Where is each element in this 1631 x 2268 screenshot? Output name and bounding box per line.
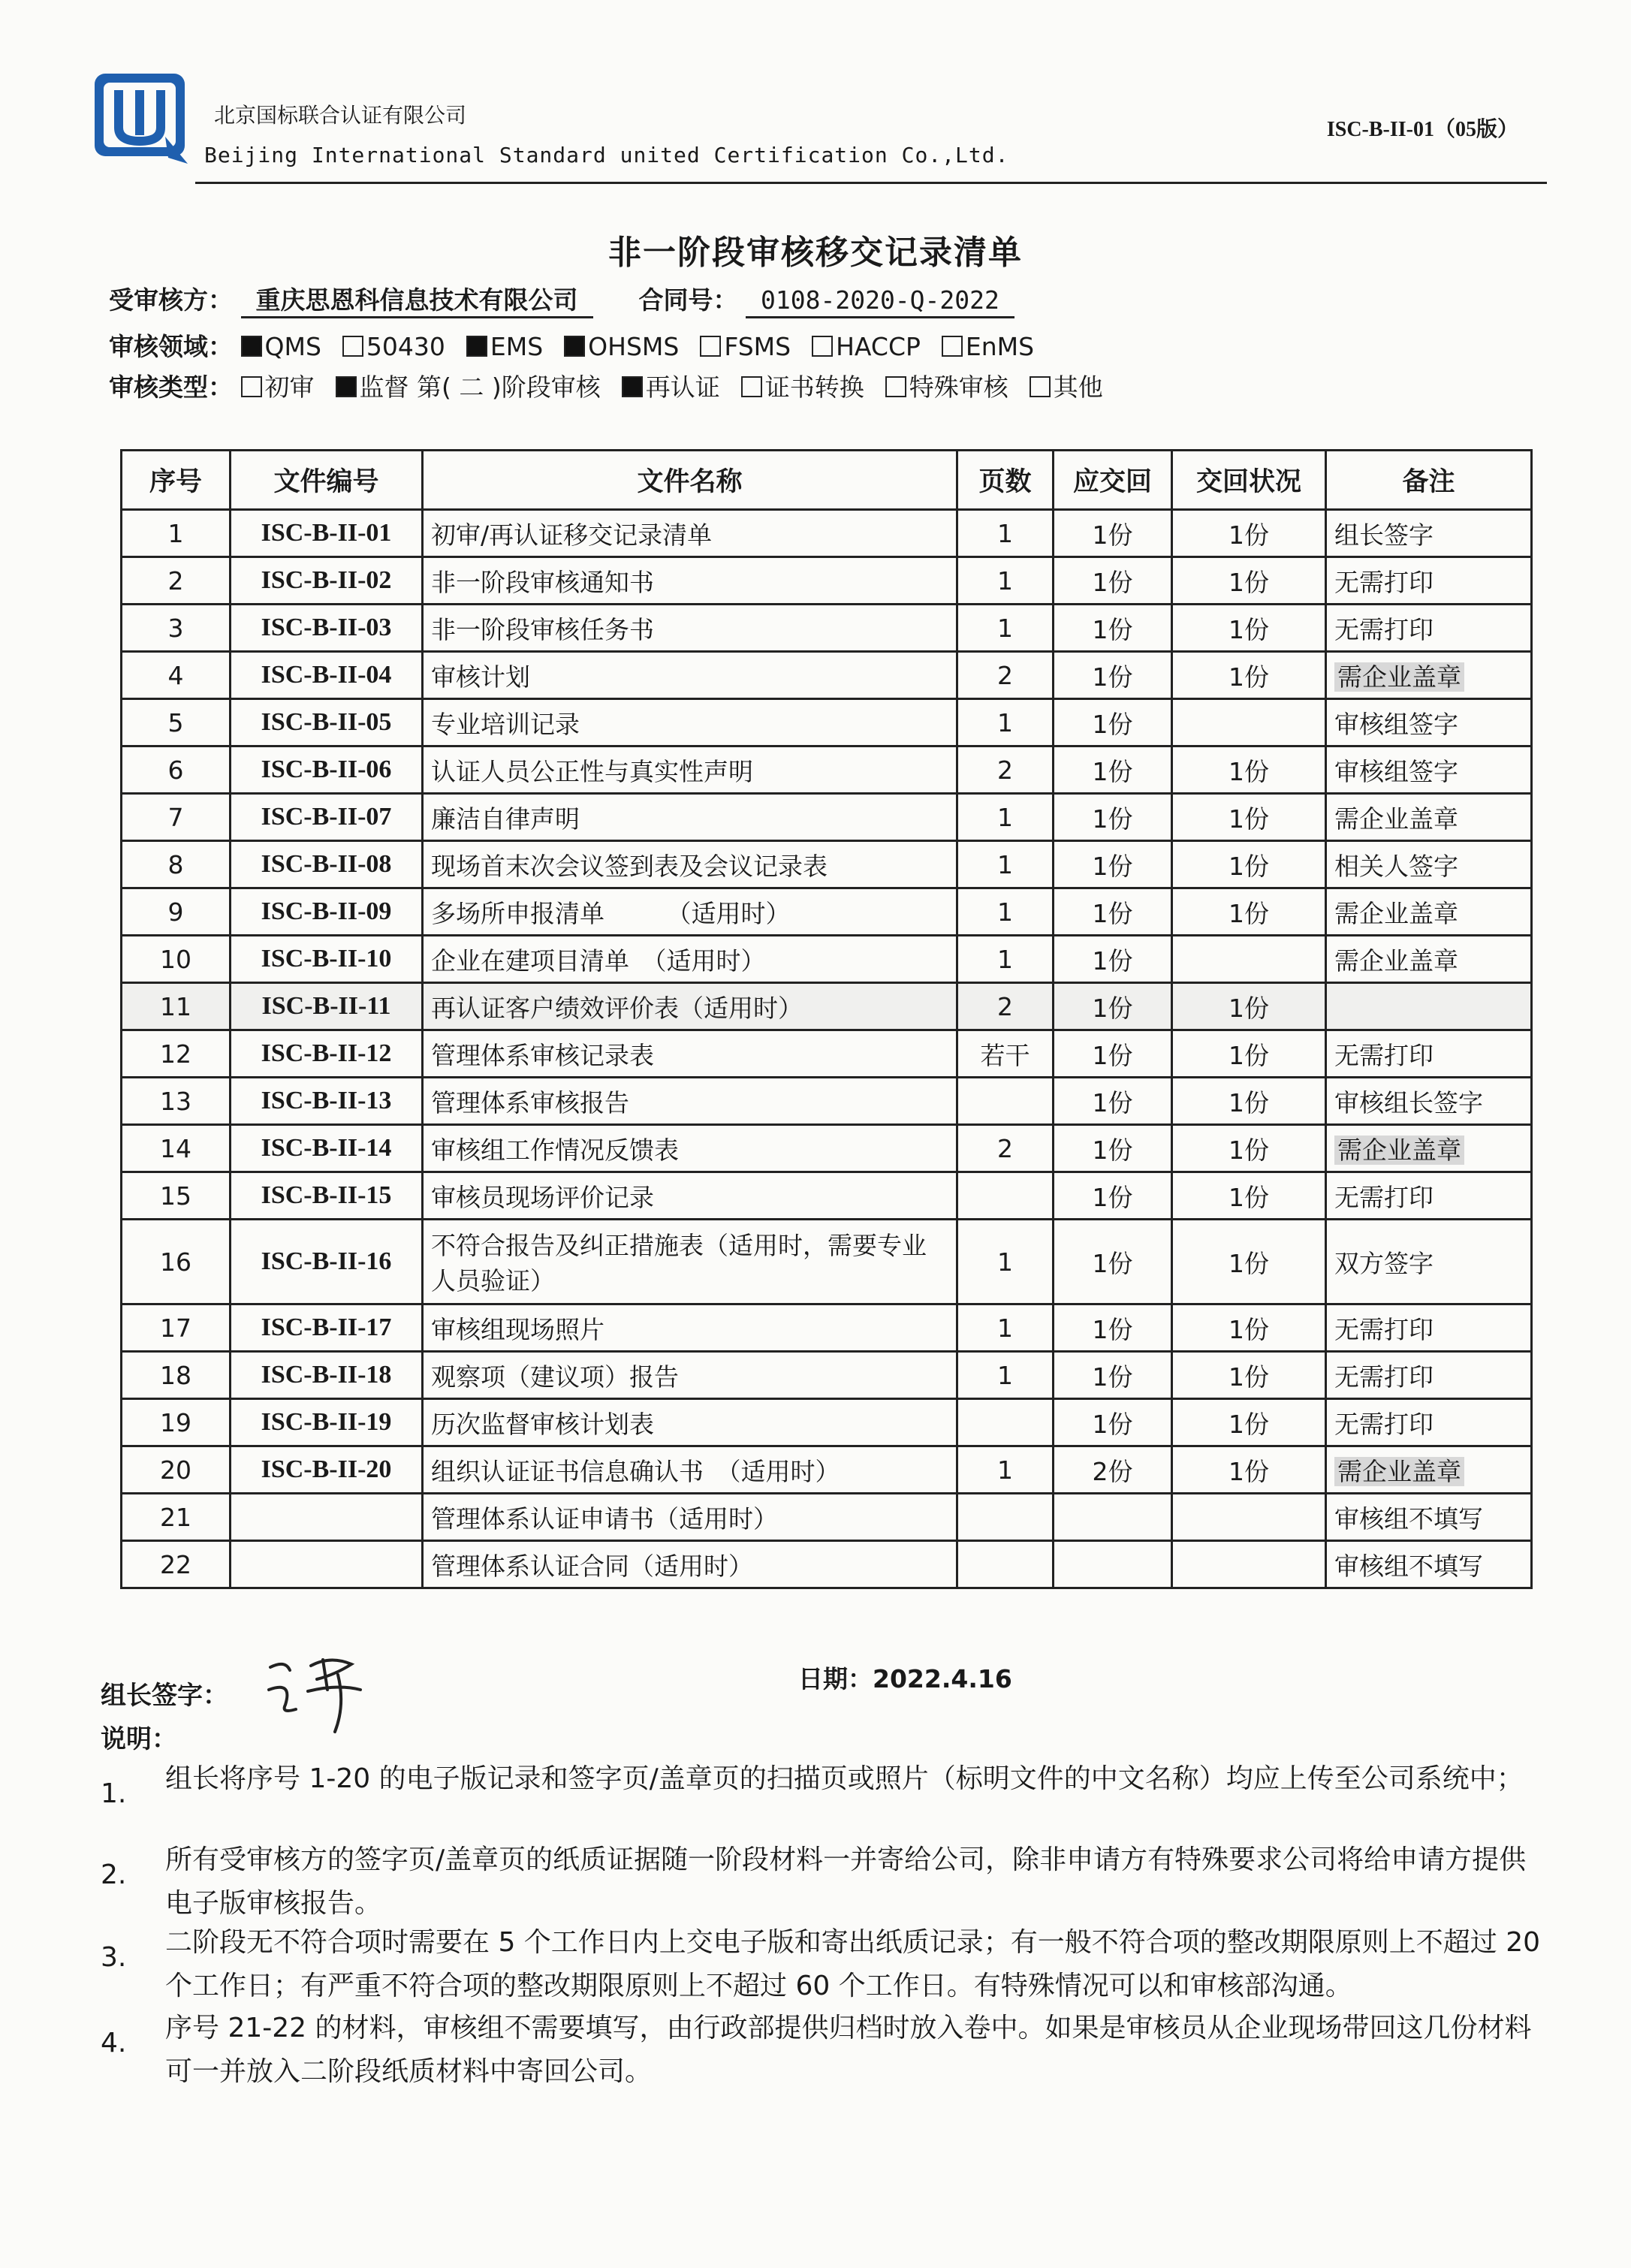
contract-label: 合同号： [638, 285, 738, 315]
row-note-highlight: 需企业盖章 [1334, 662, 1464, 692]
row-pages [957, 1078, 1054, 1125]
domains-option [466, 332, 543, 361]
domains-option [564, 332, 679, 361]
row-name: 审核组工作情况反馈表 [423, 1125, 957, 1172]
row-name: 廉洁自律声明 [423, 794, 957, 841]
row-name: 现场首末次会议签到表及会议记录表 [423, 841, 957, 888]
table-row [122, 794, 1532, 841]
row-note: 需企业盖章 [1326, 794, 1532, 841]
domains-option-label: 50430 [366, 332, 445, 361]
domains-option [241, 332, 321, 361]
type-options [241, 372, 1124, 402]
row-pages: 1 [957, 888, 1054, 936]
company-name-cn: 北京国标联合认证有限公司 [214, 103, 467, 128]
domains-option [812, 332, 921, 361]
domains-option [342, 332, 445, 361]
row-pages: 若干 [957, 1030, 1054, 1078]
header-due: 应交回 [1054, 451, 1172, 510]
row-due: 1份 [1054, 983, 1172, 1030]
table-row [122, 1172, 1532, 1220]
auditee-value: 重庆思恩科信息技术有限公司 [241, 285, 593, 318]
row-due: 1份 [1054, 652, 1172, 699]
row-pages: 1 [957, 936, 1054, 983]
row-name: 管理体系审核报告 [423, 1078, 957, 1125]
table-row [122, 605, 1532, 652]
row-no: 18 [122, 1352, 231, 1399]
header-returned: 交回状况 [1172, 451, 1326, 510]
row-name: 管理体系认证申请书（适用时） [423, 1494, 957, 1541]
row-due: 1份 [1054, 1125, 1172, 1172]
row-name: 非一阶段审核任务书 [423, 605, 957, 652]
table-row [122, 557, 1532, 605]
row-returned: 1份 [1172, 794, 1326, 841]
row-returned: 1份 [1172, 841, 1326, 888]
row-code [231, 1494, 423, 1541]
row-due: 1份 [1054, 1030, 1172, 1078]
company-logo [90, 69, 195, 167]
note-text: 序号 21-22 的材料，审核组不需要填写，由行政部提供归档时放入卷中。如果是审核员从企业现场带回这几份材料可一并放入二阶段纸质材料中寄回公司。 [165, 2013, 1532, 2087]
row-returned: 1份 [1172, 746, 1326, 794]
table-row [122, 699, 1532, 746]
row-due: 1份 [1054, 510, 1172, 557]
header-code: 文件编号 [231, 451, 423, 510]
row-code: ISC-B-II-01 [231, 510, 423, 557]
row-no: 7 [122, 794, 231, 841]
row-returned: 1份 [1172, 605, 1326, 652]
transfer-record-table [120, 449, 1533, 1589]
row-no: 1 [122, 510, 231, 557]
table-row [122, 1399, 1532, 1446]
row-no: 14 [122, 1125, 231, 1172]
types-option [336, 372, 601, 402]
domains-option-label: EnMS [965, 332, 1035, 361]
table-row [122, 841, 1532, 888]
row-code: ISC-B-II-09 [231, 888, 423, 936]
types-checkbox[interactable] [336, 376, 357, 397]
row-due: 1份 [1054, 1172, 1172, 1220]
row-code: ISC-B-II-14 [231, 1125, 423, 1172]
row-note: 审核组长签字 [1326, 1078, 1532, 1125]
types-checkbox[interactable] [741, 376, 762, 397]
row-returned: 1份 [1172, 1030, 1326, 1078]
row-note: 审核组签字 [1326, 699, 1532, 746]
document-title: 非一阶段审核移交记录清单 [608, 234, 1023, 272]
table-row [122, 1352, 1532, 1399]
row-note: 无需打印 [1326, 1172, 1532, 1220]
row-due: 1份 [1054, 888, 1172, 936]
table-row [122, 983, 1532, 1030]
types-option [741, 372, 864, 402]
row-returned: 1份 [1172, 1172, 1326, 1220]
table-row [122, 1494, 1532, 1541]
row-no: 3 [122, 605, 231, 652]
note-item [101, 1757, 1550, 1840]
row-name: 专业培训记录 [423, 699, 957, 746]
domains-checkbox[interactable] [342, 336, 363, 357]
row-returned: 1份 [1172, 888, 1326, 936]
row-code: ISC-B-II-18 [231, 1352, 423, 1399]
domains-option-label: OHSMS [588, 332, 680, 361]
table-row [122, 652, 1532, 699]
types-checkbox[interactable] [622, 376, 643, 397]
row-no: 8 [122, 841, 231, 888]
row-returned: 1份 [1172, 652, 1326, 699]
table-row [122, 746, 1532, 794]
row-no: 17 [122, 1304, 231, 1352]
row-pages: 1 [957, 510, 1054, 557]
types-option-label: 初审 [264, 372, 315, 402]
row-returned [1172, 1494, 1326, 1541]
row-name: 审核员现场评价记录 [423, 1172, 957, 1220]
row-returned: 1份 [1172, 983, 1326, 1030]
row-name: 历次监督审核计划表 [423, 1399, 957, 1446]
audit-type-row [109, 368, 1124, 403]
row-name: 初审/再认证移交记录清单 [423, 510, 957, 557]
types-checkbox[interactable] [885, 376, 906, 397]
header-pages: 页数 [957, 451, 1054, 510]
row-code: ISC-B-II-05 [231, 699, 423, 746]
row-pages: 1 [957, 1304, 1054, 1352]
row-code [231, 1541, 423, 1588]
row-note [1326, 1446, 1532, 1494]
row-code: ISC-B-II-11 [231, 983, 423, 1030]
row-code: ISC-B-II-16 [231, 1220, 423, 1304]
row-due: 1份 [1054, 936, 1172, 983]
row-no: 21 [122, 1494, 231, 1541]
table-row [122, 1304, 1532, 1352]
row-no: 11 [122, 983, 231, 1030]
row-due: 1份 [1054, 1304, 1172, 1352]
row-name: 企业在建项目清单 （适用时） [423, 936, 957, 983]
note-number: 2. [101, 1859, 127, 1890]
row-no: 15 [122, 1172, 231, 1220]
row-code: ISC-B-II-19 [231, 1399, 423, 1446]
table-row [122, 1541, 1532, 1588]
row-name: 审核组现场照片 [423, 1304, 957, 1352]
row-due: 1份 [1054, 841, 1172, 888]
types-option-label: 其他 [1053, 372, 1103, 402]
row-no: 12 [122, 1030, 231, 1078]
auditee-label: 受审核方： [109, 285, 233, 315]
row-code: ISC-B-II-04 [231, 652, 423, 699]
row-note: 无需打印 [1326, 1304, 1532, 1352]
domain-options [241, 332, 1056, 361]
row-no: 22 [122, 1541, 231, 1588]
row-note: 双方签字 [1326, 1220, 1532, 1304]
note-text: 所有受审核方的签字页/盖章页的纸质证据随一阶段材料一并寄给公司，除非申请方有特殊要求公司将给申请方提供电子版审核报告。 [165, 1844, 1527, 1919]
row-name: 再认证客户绩效评价表（适用时） [423, 983, 957, 1030]
types-option [622, 372, 720, 402]
row-code: ISC-B-II-17 [231, 1304, 423, 1352]
row-name: 不符合报告及纠正措施表（适用时，需要专业人员验证） [423, 1220, 957, 1304]
auditee-row [109, 281, 1014, 316]
row-no: 13 [122, 1078, 231, 1125]
row-due: 1份 [1054, 557, 1172, 605]
row-returned: 1份 [1172, 557, 1326, 605]
table-row [122, 510, 1532, 557]
types-option-label: 特殊审核 [909, 372, 1008, 402]
types-option [1030, 372, 1103, 402]
row-name: 观察项（建议项）报告 [423, 1352, 957, 1399]
audit-domain-row [109, 327, 1055, 363]
note-text: 组长将序号 1-20 的电子版记录和签字页/盖章页的扫描页或照片（标明文件的中文名称）均应上传至公司系统中； [165, 1763, 1524, 1794]
row-returned [1172, 699, 1326, 746]
row-no: 4 [122, 652, 231, 699]
note-number: 4. [101, 2028, 127, 2058]
domains-option-label: FSMS [724, 332, 791, 361]
domain-label: 审核领域： [109, 332, 233, 361]
row-pages: 1 [957, 1220, 1054, 1304]
row-returned: 1份 [1172, 1446, 1326, 1494]
row-due: 1份 [1054, 794, 1172, 841]
row-pages: 2 [957, 1125, 1054, 1172]
table-row [122, 1446, 1532, 1494]
row-code: ISC-B-II-08 [231, 841, 423, 888]
table-row [122, 888, 1532, 936]
type-label: 审核类型： [109, 372, 233, 402]
table-row [122, 1220, 1532, 1304]
row-name: 审核计划 [423, 652, 957, 699]
row-note: 无需打印 [1326, 605, 1532, 652]
row-code: ISC-B-II-12 [231, 1030, 423, 1078]
row-pages: 2 [957, 652, 1054, 699]
row-code: ISC-B-II-20 [231, 1446, 423, 1494]
row-pages: 1 [957, 699, 1054, 746]
note-number: 1. [101, 1778, 127, 1809]
table-row [122, 936, 1532, 983]
row-returned: 1份 [1172, 510, 1326, 557]
row-name: 认证人员公正性与真实性声明 [423, 746, 957, 794]
row-note: 审核组不填写 [1326, 1541, 1532, 1588]
header-name: 文件名称 [423, 451, 957, 510]
domains-checkbox[interactable] [812, 336, 833, 357]
row-note: 无需打印 [1326, 1030, 1532, 1078]
note-item [101, 1838, 1550, 1921]
row-due [1054, 1494, 1172, 1541]
row-pages: 1 [957, 1446, 1054, 1494]
row-no: 20 [122, 1446, 231, 1494]
row-pages: 1 [957, 841, 1054, 888]
table-row [122, 1125, 1532, 1172]
domains-checkbox[interactable] [700, 336, 721, 357]
types-checkbox[interactable] [1030, 376, 1051, 397]
note-text: 二阶段无不符合项时需要在 5 个工作日内上交电子版和寄出纸质记录；有一般不符合项的整改期限原则上不超过 20 个工作日；有严重不符合项的整改期限原则上不超过 60 个工作日。有特殊情况可以和审核部沟通。 [165, 1927, 1541, 2001]
row-returned: 1份 [1172, 1078, 1326, 1125]
header-divider [195, 182, 1547, 184]
row-name: 组织认证证书信息确认书 （适用时） [423, 1446, 957, 1494]
row-code: ISC-B-II-03 [231, 605, 423, 652]
domains-option-label: HACCP [836, 332, 921, 361]
row-name: 管理体系审核记录表 [423, 1030, 957, 1078]
note-number: 3. [101, 1942, 127, 1973]
row-pages: 1 [957, 1352, 1054, 1399]
header-note: 备注 [1326, 451, 1532, 510]
row-due: 1份 [1054, 1220, 1172, 1304]
row-note: 组长签字 [1326, 510, 1532, 557]
row-name: 非一阶段审核通知书 [423, 557, 957, 605]
row-pages [957, 1494, 1054, 1541]
row-note [1326, 983, 1532, 1030]
row-name: 多场所申报清单 （适用时） [423, 888, 957, 936]
row-code: ISC-B-II-10 [231, 936, 423, 983]
row-note: 无需打印 [1326, 1399, 1532, 1446]
types-option-label: 监督 第( 二 )阶段审核 [359, 372, 601, 402]
row-note-highlight: 需企业盖章 [1334, 1136, 1464, 1165]
row-due [1054, 1541, 1172, 1588]
row-due: 1份 [1054, 1399, 1172, 1446]
row-pages [957, 1399, 1054, 1446]
row-returned: 1份 [1172, 1220, 1326, 1304]
date-label: 日期：2022.4.16 [798, 1664, 1012, 1693]
row-note: 需企业盖章 [1326, 888, 1532, 936]
row-note: 审核组不填写 [1326, 1494, 1532, 1541]
row-no: 16 [122, 1220, 231, 1304]
company-name-en: Beijing International Standard united Certification Co.,Ltd. [204, 143, 1009, 167]
row-pages [957, 1541, 1054, 1588]
domains-checkbox[interactable] [564, 336, 585, 357]
row-code: ISC-B-II-13 [231, 1078, 423, 1125]
row-pages: 1 [957, 794, 1054, 841]
row-due: 1份 [1054, 746, 1172, 794]
row-note-highlight: 需企业盖章 [1334, 1457, 1464, 1486]
row-note: 相关人签字 [1326, 841, 1532, 888]
table-row [122, 1078, 1532, 1125]
row-note: 需企业盖章 [1326, 936, 1532, 983]
row-no: 5 [122, 699, 231, 746]
row-no: 19 [122, 1399, 231, 1446]
row-returned: 1份 [1172, 1399, 1326, 1446]
domains-option [700, 332, 791, 361]
row-code: ISC-B-II-07 [231, 794, 423, 841]
row-no: 6 [122, 746, 231, 794]
types-option [885, 372, 1008, 402]
domains-option [942, 332, 1034, 361]
row-returned [1172, 936, 1326, 983]
row-note [1326, 1125, 1532, 1172]
row-returned: 1份 [1172, 1125, 1326, 1172]
row-name: 管理体系认证合同（适用时） [423, 1541, 957, 1588]
domains-option-label: EMS [490, 332, 544, 361]
row-returned [1172, 1541, 1326, 1588]
types-option-label: 再认证 [645, 372, 720, 402]
row-no: 9 [122, 888, 231, 936]
row-pages: 2 [957, 746, 1054, 794]
row-note: 无需打印 [1326, 1352, 1532, 1399]
types-checkbox[interactable] [241, 376, 262, 397]
row-due: 1份 [1054, 699, 1172, 746]
domains-checkbox[interactable] [942, 336, 963, 357]
row-code: ISC-B-II-02 [231, 557, 423, 605]
row-returned: 1份 [1172, 1352, 1326, 1399]
row-code: ISC-B-II-06 [231, 746, 423, 794]
note-item [101, 1921, 1550, 2004]
row-note: 审核组签字 [1326, 746, 1532, 794]
types-option-label: 证书转换 [764, 372, 864, 402]
leader-signature [263, 1645, 383, 1735]
row-due: 2份 [1054, 1446, 1172, 1494]
row-code: ISC-B-II-15 [231, 1172, 423, 1220]
row-pages: 1 [957, 557, 1054, 605]
row-due: 1份 [1054, 605, 1172, 652]
notes-title: 说明： [101, 1724, 177, 1754]
form-code: ISC-B-II-01（05版） [1326, 118, 1518, 141]
row-no: 2 [122, 557, 231, 605]
types-option [241, 372, 315, 402]
row-returned: 1份 [1172, 1304, 1326, 1352]
row-note: 无需打印 [1326, 557, 1532, 605]
row-due: 1份 [1054, 1352, 1172, 1399]
header-no: 序号 [122, 451, 231, 510]
table-row [122, 1030, 1532, 1078]
row-no: 10 [122, 936, 231, 983]
row-due: 1份 [1054, 1078, 1172, 1125]
row-note [1326, 652, 1532, 699]
domains-option-label: QMS [264, 332, 321, 361]
leader-sign-label: 组长签字： [101, 1681, 228, 1711]
row-pages: 2 [957, 983, 1054, 1030]
domains-checkbox[interactable] [241, 336, 262, 357]
row-pages: 1 [957, 605, 1054, 652]
table-header-row [122, 451, 1532, 510]
contract-value: 0108-2020-Q-2022 [746, 285, 1014, 318]
row-pages [957, 1172, 1054, 1220]
domains-checkbox[interactable] [466, 336, 487, 357]
note-item [101, 2007, 1550, 2089]
